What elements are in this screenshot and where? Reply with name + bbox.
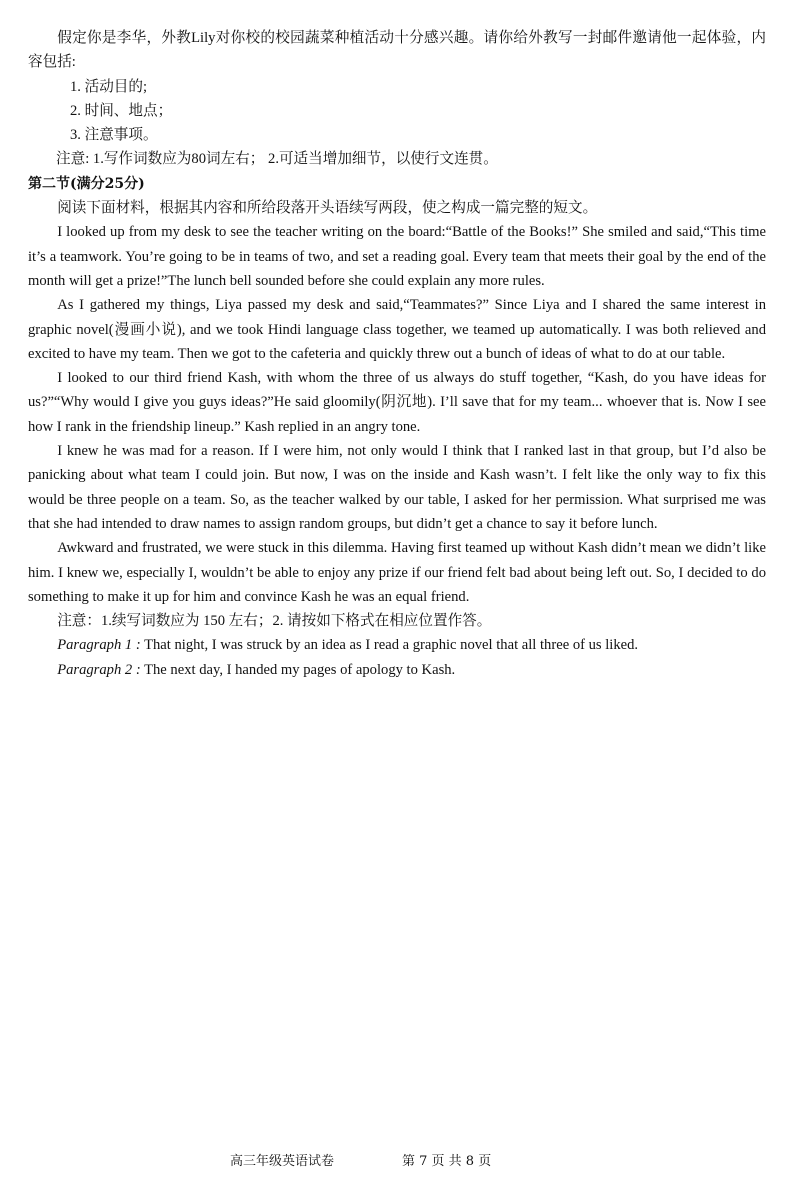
paragraph-1-text: That night, I was struck by an idea as I read a graphic novel that all three of us liked. xyxy=(140,637,639,654)
content-item-1: 1. 活动目的; xyxy=(70,78,148,95)
writing-prompt: 假定你是李华，外教Lily对你校的校园蔬菜种植活动十分感兴趣。请你给外教写一封邮件邀请他一起体验，内容包括: xyxy=(28,30,766,71)
paragraph-1-prompt xyxy=(28,633,766,657)
passage-paragraph-2: As I gathered my things, Liya passed my desk and said,“Teammates?” Since Liya and I shared the same interest in graphic novel(漫画小说), and we took Hindi language class together, we teamed up automatically. I was both relieved and excited to have my team. Then we got to the cafeteria and quickly threw out a bunch of ideas of what to do at our table. xyxy=(28,297,766,362)
passage-paragraph-1: I looked up from my desk to see the teacher writing on the board:“Battle of the Books!” She smiled and said,“This time it’s a teamwork. You’re going to be in teams of two, and set a reading goal. Every team that meets their goal by the end of the month will get a prize!”The lunch bell sounded before she could explain any more rules. xyxy=(28,224,766,289)
continuation-note: 注意：1.续写词数应为 150 左右；2. 请按如下格式在相应位置作答。 xyxy=(57,613,492,630)
section-instruction: 阅读下面材料，根据其内容和所给段落开头语续写两段，使之构成一篇完整的短文。 xyxy=(57,200,598,217)
section-title: 第二节(满分25分) xyxy=(28,175,145,192)
footer-exam-title: 高三年级英语试卷 xyxy=(230,1154,335,1169)
paragraph-2-prompt xyxy=(28,658,766,682)
content-item-3: 3. 注意事项。 xyxy=(70,127,158,144)
paragraph-2-text: The next day, I handed my pages of apology to Kash. xyxy=(140,661,456,678)
paragraph-2-label: Paragraph 2 : xyxy=(57,661,141,678)
exam-page xyxy=(28,26,766,682)
content-item-2: 2. 时间、地点； xyxy=(70,102,173,119)
passage-paragraph-3: I looked to our third friend Kash, with whom the three of us always do stuff together, “Kash, do you have ideas for us?”“Why would I give you guys ideas?”He said gloomily(阴沉地). I’ll save that for my team... whoever that is. Now I see how I rank in the friendship lineup.” Kash replied in an angry tone. xyxy=(28,370,766,435)
writing-note: 注意: 1.写作词数应为80词左右； 2.可适当增加细节，以使行文连贯。 xyxy=(56,151,498,168)
footer-page-number: 第 7 页 共 8 页 xyxy=(402,1154,492,1169)
paragraph-1-label: Paragraph 1 : xyxy=(57,637,141,654)
passage-paragraph-5: Awkward and frustrated, we were stuck in this dilemma. Having first teamed up without Kash didn’t mean we didn’t like him. I knew we, especially I, wouldn’t be able to enjoy any prize if our friend felt bad about being left out. So, I decided to do something to make it up for him and convince Kash he was an equal friend. xyxy=(28,540,766,605)
passage-paragraph-4: I knew he was mad for a reason. If I were him, not only would I think that I ranked last in that group, but I’d also be panicking about what team I could join. But now, I was on the inside and Kash wasn’t. I felt like the only way to fix this would be three people on a team. So, as the teacher walked by our table, I asked for her permission. What surprised me was that she had intended to draw names to assign random groups, but didn’t get a chance to say it before lunch. xyxy=(28,443,766,532)
